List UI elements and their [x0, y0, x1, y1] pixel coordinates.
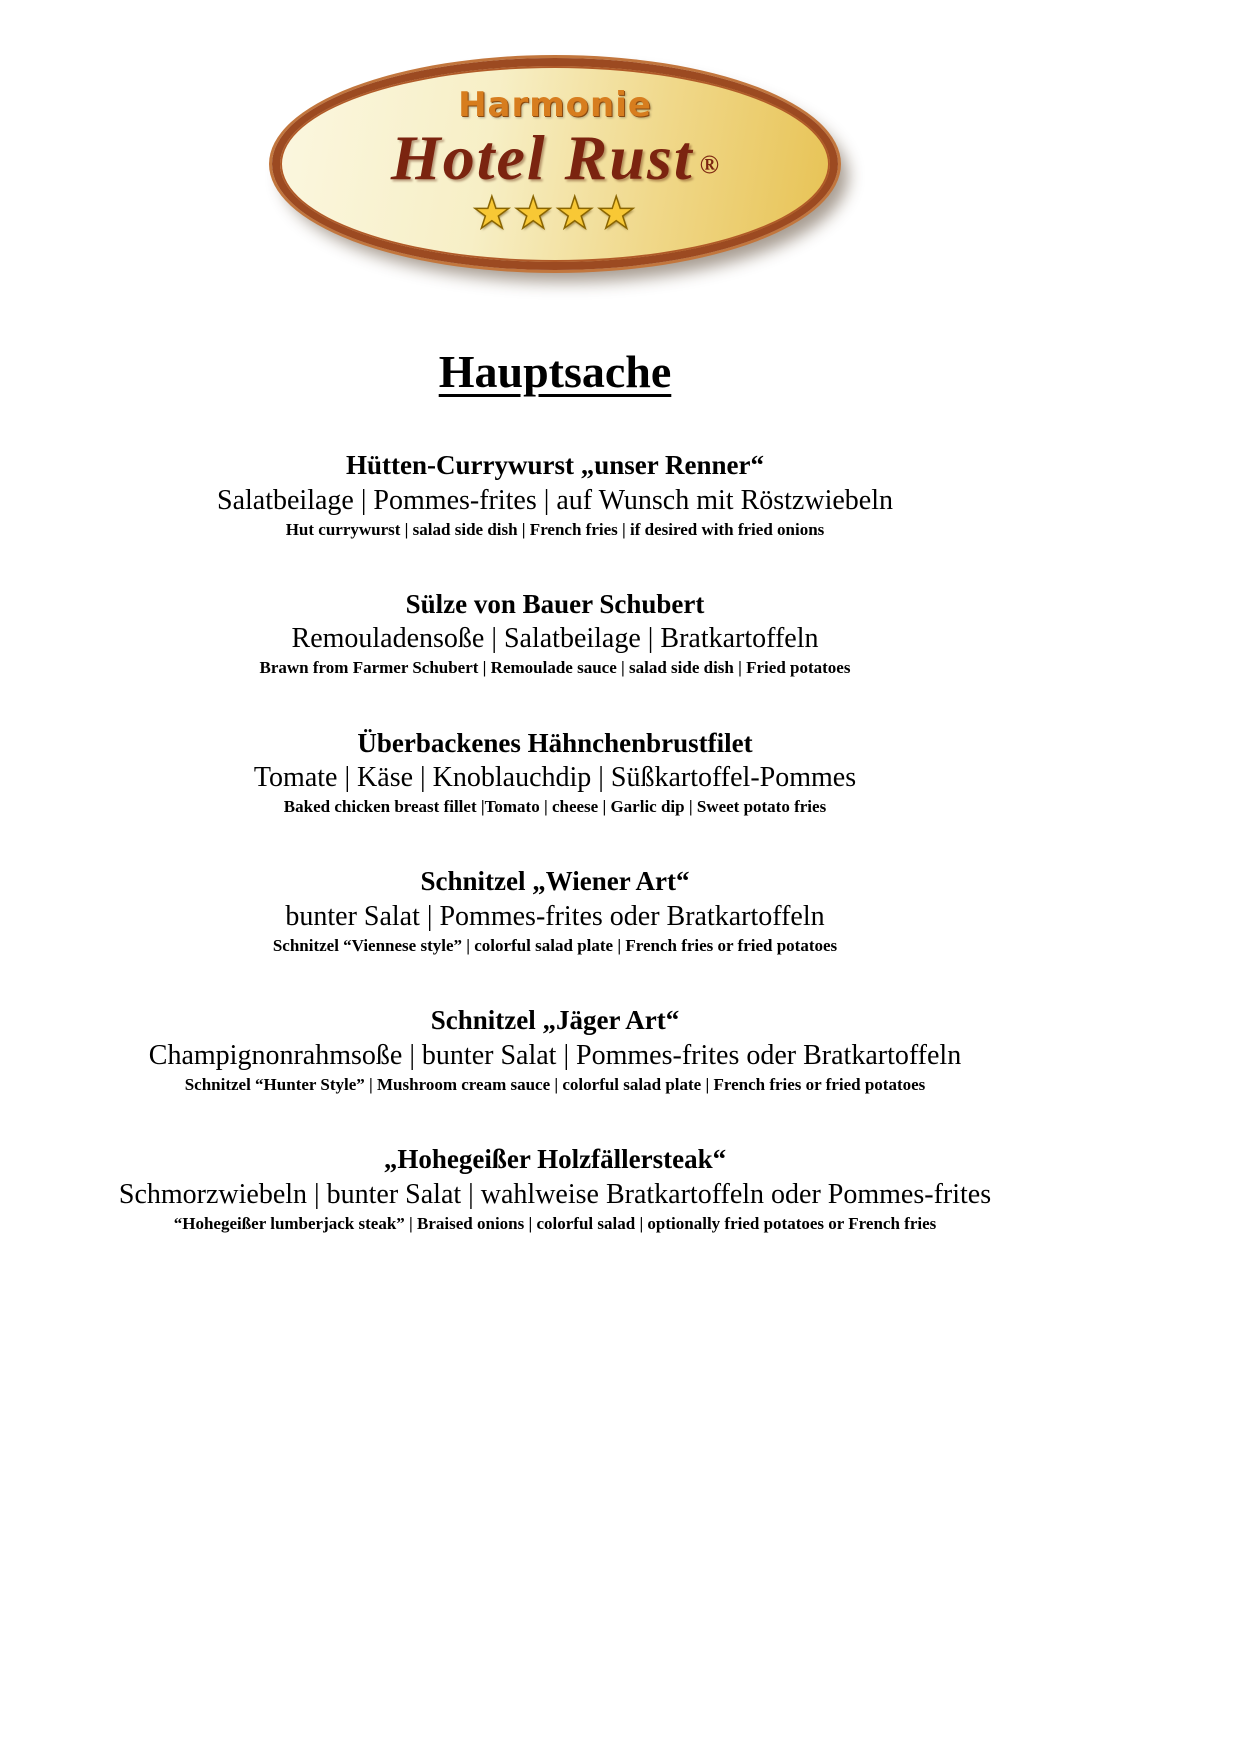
content-column: [0, 58, 1110, 1235]
menu-item-huetten-currywurst: [0, 449, 1110, 541]
dish-sides-german: Tomate | Käse | Knoblauchdip | Süßkartoffel-Pommes: [253, 762, 857, 794]
dish-title: „Hohegeißer Holzfällersteak“: [383, 1144, 727, 1175]
menu-item-haehnchenbrustfilet: [0, 727, 1110, 819]
dish-translation-english: Schnitzel “Hunter Style” | Mushroom cream sauce | colorful salad plate | French fries or fried potatoes: [184, 1075, 926, 1095]
dish-title: Schnitzel „Jäger Art“: [430, 1005, 680, 1036]
dish-translation-english: Brawn from Farmer Schubert | Remoulade sauce | salad side dish | Fried potatoes: [259, 658, 851, 678]
dish-translation-english: Schnitzel “Viennese style” | colorful salad plate | French fries or fried potatoes: [272, 936, 838, 956]
hotel-logo: [272, 58, 838, 270]
logo-hotel-rust-text: Hotel Rust: [390, 122, 694, 193]
dish-sides-german: Salatbeilage | Pommes-frites | auf Wunsch mit Röstzwiebeln: [217, 484, 893, 516]
menu-item-suelze: [0, 588, 1110, 680]
dish-title: Hütten-Currywurst „unser Renner“: [346, 449, 764, 480]
dish-translation-english: “Hohegeißer lumberjack steak” | Braised onions | colorful salad | optionally fried potatoes or French fries: [173, 1213, 937, 1233]
dish-sides-german: Champignonrahmsoße | bunter Salat | Pommes-frites oder Bratkartoffeln: [148, 1040, 962, 1072]
dish-sides-german: Schmorzwiebeln | bunter Salat | wahlweise Bratkartoffeln oder Pommes-frites: [118, 1178, 992, 1210]
menu-item-holzfaellersteak: [0, 1143, 1110, 1235]
dish-translation-english: Hut currywurst | salad side dish | French fries | if desired with fried onions: [285, 519, 825, 539]
dish-title: Sülze von Bauer Schubert: [405, 588, 705, 619]
dish-title: Überbackenes Hähnchenbrustfilet: [357, 727, 753, 758]
menu-item-schnitzel-jaeger-art: [0, 1004, 1110, 1096]
registered-trademark-symbol: ®: [699, 149, 720, 179]
page-title: Hauptsache: [438, 346, 672, 397]
dish-translation-english: Baked chicken breast fillet |Tomato | cheese | Garlic dip | Sweet potato fries: [283, 797, 827, 817]
logo-harmonie-text: Harmonie: [458, 85, 652, 125]
dish-sides-german: Remouladensoße | Salatbeilage | Bratkartoffeln: [291, 623, 819, 655]
four-stars-icon: ★★★★: [472, 189, 638, 238]
logo-oval-badge: [272, 58, 838, 270]
menu-item-schnitzel-wiener-art: [0, 865, 1110, 957]
dish-sides-german: bunter Salat | Pommes-frites oder Bratkartoffeln: [285, 901, 825, 933]
logo-main-row: [390, 122, 720, 193]
dish-title: Schnitzel „Wiener Art“: [420, 866, 690, 897]
